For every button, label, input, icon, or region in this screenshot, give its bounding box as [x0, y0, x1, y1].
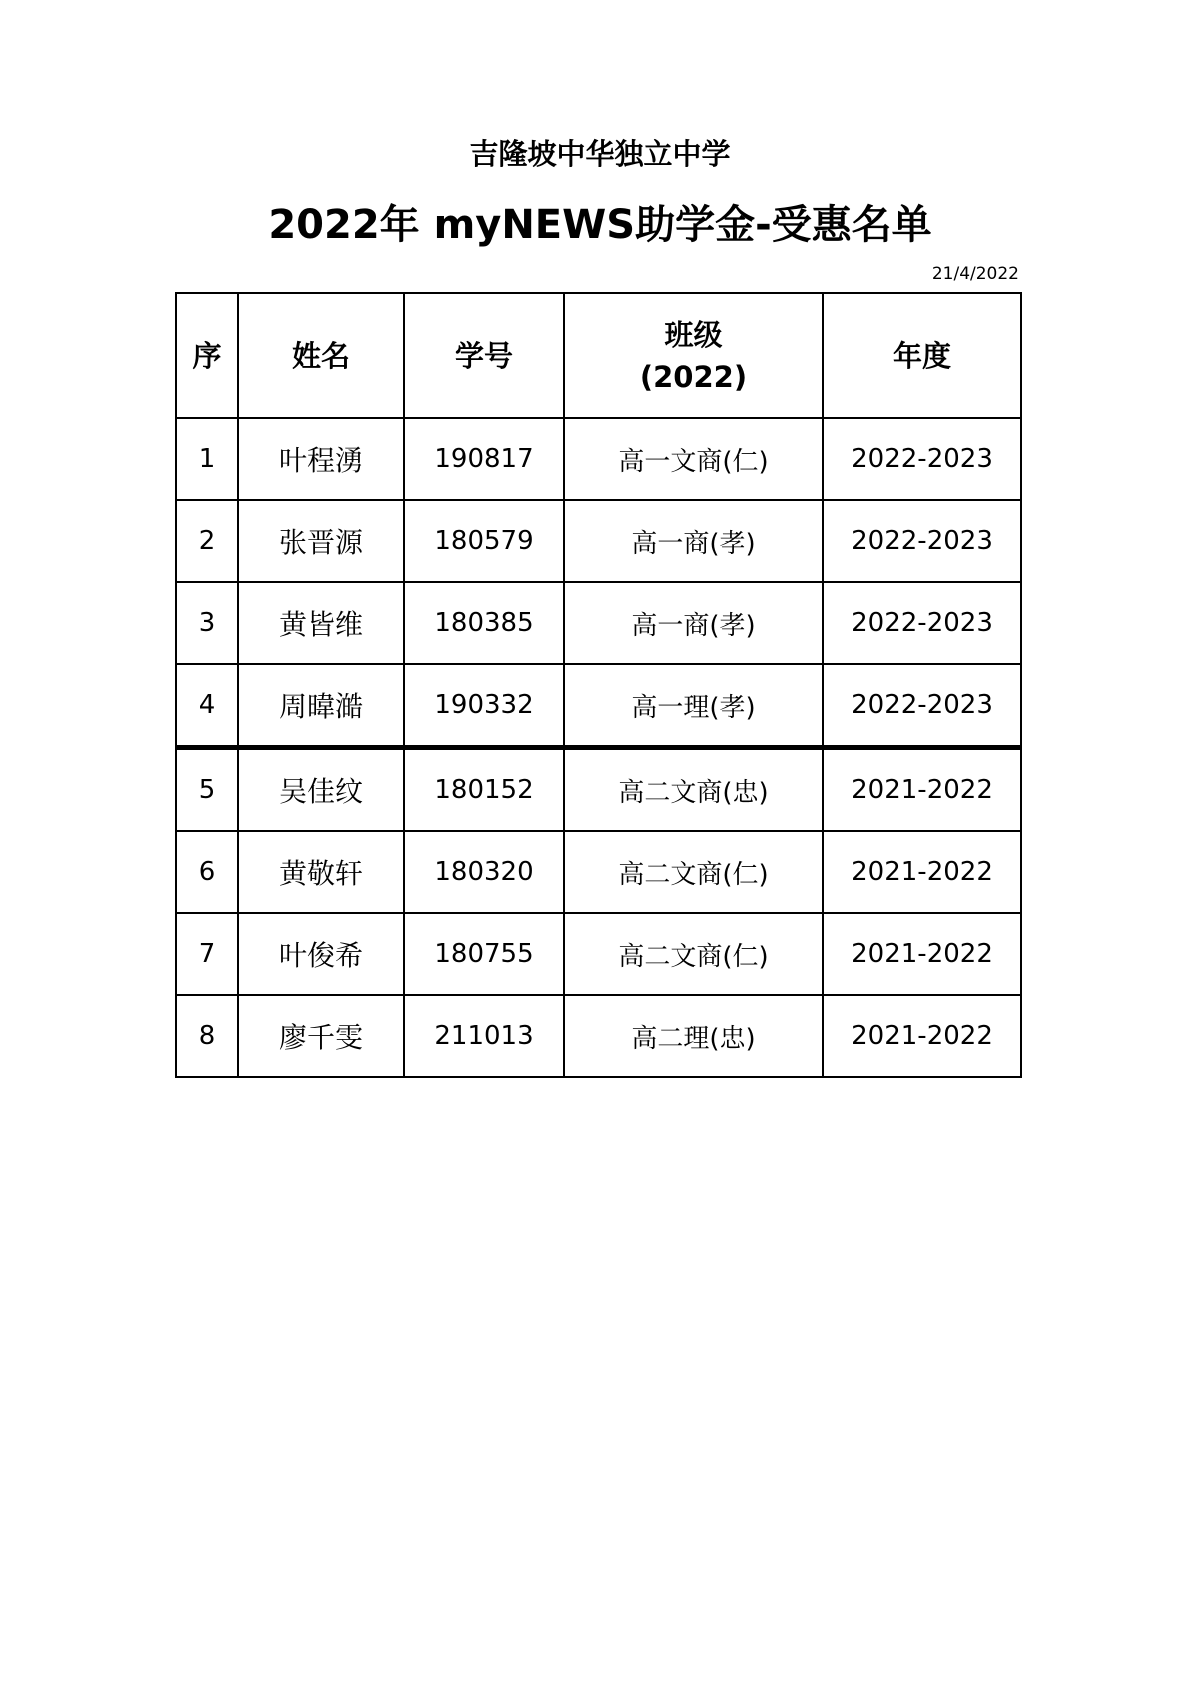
header-row [176, 293, 1021, 418]
cell-class: 高一商(孝) [564, 582, 823, 664]
header-student-id: 学号 [404, 293, 564, 418]
header-class-year: (2022) [639, 359, 748, 394]
cell-class: 高二理(忠) [564, 995, 823, 1077]
cell-name: 张晋源 [238, 500, 404, 582]
cell-name: 黄皆维 [238, 582, 404, 664]
cell-student-id: 180385 [404, 582, 564, 664]
cell-name: 黄敬轩 [238, 831, 404, 913]
table-body [176, 418, 1021, 1077]
cell-name: 叶俊希 [238, 913, 404, 995]
header-name: 姓名 [238, 293, 404, 418]
cell-year: 2022-2023 [823, 664, 1021, 748]
header-seq: 序 [176, 293, 238, 418]
header-year: 年度 [823, 293, 1021, 418]
recipient-table [175, 292, 1022, 1078]
cell-student-id: 190817 [404, 418, 564, 500]
header-class-label: 班级 [664, 317, 723, 352]
cell-seq: 3 [176, 582, 238, 664]
table-header [176, 293, 1021, 418]
cell-year: 2021-2022 [823, 748, 1021, 832]
cell-class: 高二文商(仁) [564, 913, 823, 995]
cell-student-id: 180755 [404, 913, 564, 995]
cell-class: 高一商(孝) [564, 500, 823, 582]
cell-seq: 5 [176, 748, 238, 832]
cell-seq: 2 [176, 500, 238, 582]
cell-year: 2021-2022 [823, 831, 1021, 913]
table-row [176, 664, 1021, 748]
cell-seq: 6 [176, 831, 238, 913]
cell-student-id: 190332 [404, 664, 564, 748]
table-row [176, 995, 1021, 1077]
cell-name: 廖千雯 [238, 995, 404, 1077]
document-date: 21/4/2022 [931, 264, 1019, 284]
table-row [176, 500, 1021, 582]
cell-class: 高二文商(忠) [564, 748, 823, 832]
header-class [564, 293, 823, 418]
cell-name: 叶程湧 [238, 418, 404, 500]
table-row [176, 831, 1021, 913]
cell-year: 2021-2022 [823, 995, 1021, 1077]
cell-seq: 1 [176, 418, 238, 500]
cell-seq: 4 [176, 664, 238, 748]
cell-year: 2022-2023 [823, 500, 1021, 582]
school-name: 吉隆坡中华独立中学 [469, 137, 731, 171]
cell-class: 高二文商(仁) [564, 831, 823, 913]
table-row [176, 582, 1021, 664]
table-row [176, 748, 1021, 832]
cell-name: 周暐澔 [238, 664, 404, 748]
cell-class: 高一文商(仁) [564, 418, 823, 500]
table-row [176, 913, 1021, 995]
cell-year: 2022-2023 [823, 582, 1021, 664]
table-row [176, 418, 1021, 500]
cell-seq: 8 [176, 995, 238, 1077]
page-title: 2022年 myNEWS助学金-受惠名单 [268, 202, 932, 248]
cell-year: 2021-2022 [823, 913, 1021, 995]
cell-seq: 7 [176, 913, 238, 995]
cell-student-id: 211013 [404, 995, 564, 1077]
cell-student-id: 180579 [404, 500, 564, 582]
cell-student-id: 180152 [404, 748, 564, 832]
cell-year: 2022-2023 [823, 418, 1021, 500]
cell-class: 高一理(孝) [564, 664, 823, 748]
cell-student-id: 180320 [404, 831, 564, 913]
cell-name: 吴佳纹 [238, 748, 404, 832]
